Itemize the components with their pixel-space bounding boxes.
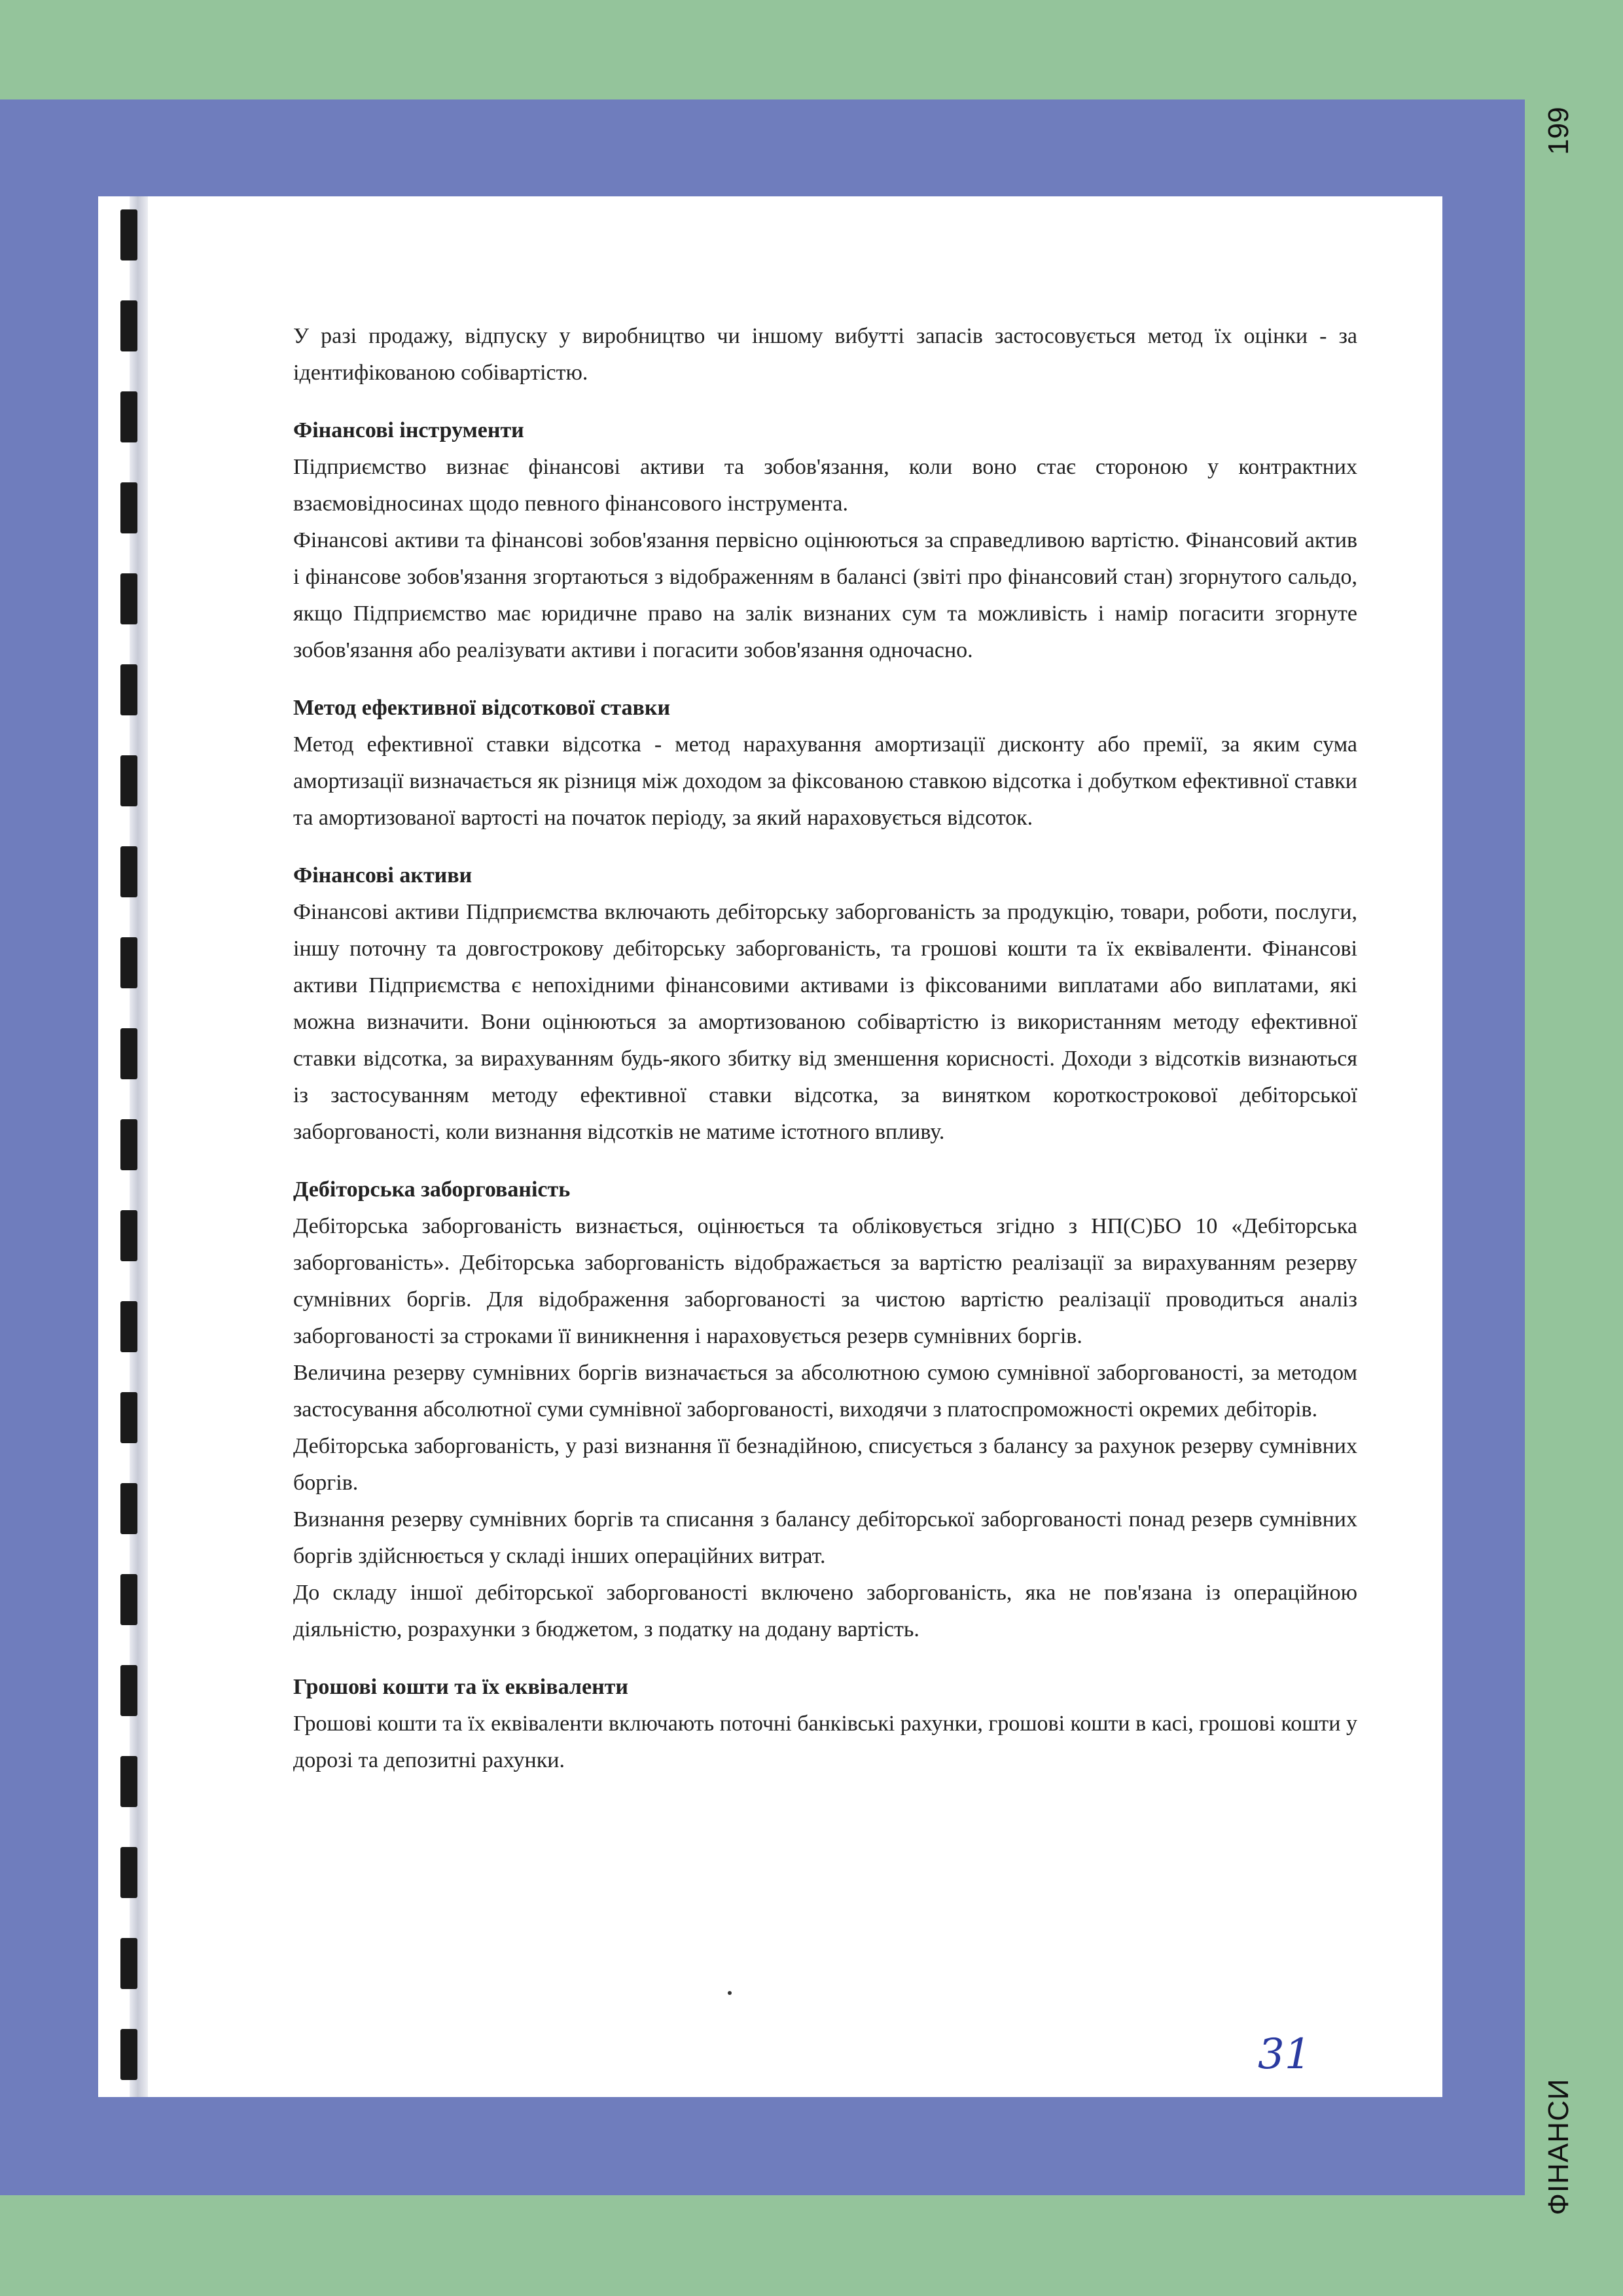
binding-ring <box>120 482 137 533</box>
section-heading: Фінансові активи <box>293 863 473 888</box>
section-receivables <box>293 1172 1357 1648</box>
binding-ring <box>120 1574 137 1625</box>
scanned-page <box>98 196 1442 2097</box>
section-heading: Фінансові інструменти <box>293 418 524 442</box>
section-paragraph: Фінансові активи та фінансові зобов'язання первісно оцінюються за справедливою вартістю. Фінансовий актив і фінансове зобов'язання згортаються з відображенням в балансі (звіті про фінансовий стан) згорнутого сальдо, якщо Підприємство має юридичне право на залік визнаних сум та можливість і намір погасити згорнуте зобов'язання або реалізувати активи і погасити зобов'язання одночасно. <box>293 528 1357 662</box>
binding-ring <box>120 1938 137 1989</box>
document-body <box>293 318 1357 1800</box>
binding-ring <box>120 1028 137 1079</box>
page-number: 199 <box>1543 107 1575 155</box>
section-paragraph: Дебіторська заборгованість визнається, оцінюється та обліковується згідно з НП(С)БО 10 «Дебіторська заборгованість». Дебіторська заборгованість відображається за вартістю реалізації за вирахуванням резерву сумнівних боргів. Для відображення заборгованості за чистою вартістю реалізації проводиться аналіз заборгованості за строками її виникнення і нараховується резерв сумнівних боргів. <box>293 1214 1357 1348</box>
binding-ring <box>120 300 137 351</box>
section-financial-assets <box>293 857 1357 1151</box>
binding-ring <box>120 1119 137 1170</box>
section-paragraph: Підприємство визнає фінансові активи та зобов'язання, коли воно стає стороною у контрактних взаємовідносинах щодо певного фінансового інструмента. <box>293 455 1357 516</box>
section-heading: Дебіторська заборгованість <box>293 1177 571 1202</box>
section-label: ФІНАНСИ <box>1543 2078 1575 2215</box>
binding-ring <box>120 391 137 442</box>
scan-speck <box>728 1991 732 1995</box>
section-paragraph: Величина резерву сумнівних боргів визначається за абсолютною сумою сумнівної заборгованості, за методом застосування абсолютної суми сумнівної заборгованості, виходячи з платоспроможності окремих дебіторів. <box>293 1361 1357 1422</box>
section-paragraph: Метод ефективної ставки відсотка - метод нарахування амортизації дисконту або премії, за яким сума амортизації визначається як різниця між доходом за фіксованою ставкою відсотка і добутком ефективної ставки та амортизованої вартості на початок періоду, за який нараховується відсоток. <box>293 732 1357 830</box>
binding-ring <box>120 573 137 624</box>
binding-ring <box>120 209 137 260</box>
section-financial-instruments <box>293 412 1357 669</box>
binding-ring <box>120 1483 137 1534</box>
binding-ring <box>120 1756 137 1807</box>
binding-ring <box>120 1392 137 1443</box>
handwritten-page-number: 31 <box>1258 2030 1311 2079</box>
section-paragraph: Грошові кошти та їх еквіваленти включають поточні банківські рахунки, грошові кошти в касі, грошові кошти у дорозі та депозитні рахунки. <box>293 1712 1357 1772</box>
binding-ring <box>120 1847 137 1898</box>
binding-ring <box>120 1665 137 1716</box>
section-paragraph: Фінансові активи Підприємства включають дебіторську заборгованість за продукцію, товари, роботи, послуги, іншу поточну та довгострокову дебіторську заборгованість, та грошові кошти та їх еквіваленти. Фінансові активи Підприємства є непохідними фінансовими активами із фіксованими виплатами або виплатами, які можна визначити. Вони оцінюються за амортизованою собівартістю із використанням методу ефективної ставки відсотка, за вирахуванням будь-якого збитку від зменшення корисності. Доходи з відсотків визнаються із застосуванням методу ефективної ставки відсотка, за винятком короткострокової дебіторської заборгованості, коли визнання відсотків не матиме істотного впливу. <box>293 900 1357 1144</box>
binding-ring <box>120 937 137 988</box>
binding-ring <box>120 2029 137 2080</box>
intro-block <box>293 318 1357 391</box>
spiral-binding <box>113 196 152 2097</box>
section-paragraph: До складу іншої дебіторської заборгованості включено заборгованість, яка не пов'язана із операційною діяльністю, розрахунки з бюджетом, з податку на додану вартість. <box>293 1581 1357 1641</box>
binding-ring <box>120 846 137 897</box>
section-paragraph: Дебіторська заборгованість, у разі визнання її безнадійною, списується з балансу за рахунок резерву сумнівних боргів. <box>293 1434 1357 1495</box>
binding-ring <box>120 755 137 806</box>
binding-ring <box>120 1210 137 1261</box>
binding-ring <box>120 664 137 715</box>
section-heading: Метод ефективної відсоткової ставки <box>293 696 671 720</box>
section-paragraph: Визнання резерву сумнівних боргів та списання з балансу дебіторської заборгованості понад резерв сумнівних боргів здійснюється у складі інших операційних витрат. <box>293 1507 1357 1568</box>
section-effective-rate <box>293 690 1357 836</box>
intro-paragraph: У разі продажу, відпуску у виробництво чи іншому вибутті запасів застосовується метод їх оцінки - за ідентифікованою собівартістю. <box>293 324 1357 385</box>
binding-ring <box>120 1301 137 1352</box>
section-cash <box>293 1669 1357 1779</box>
section-heading: Грошові кошти та їх еквіваленти <box>293 1675 628 1699</box>
